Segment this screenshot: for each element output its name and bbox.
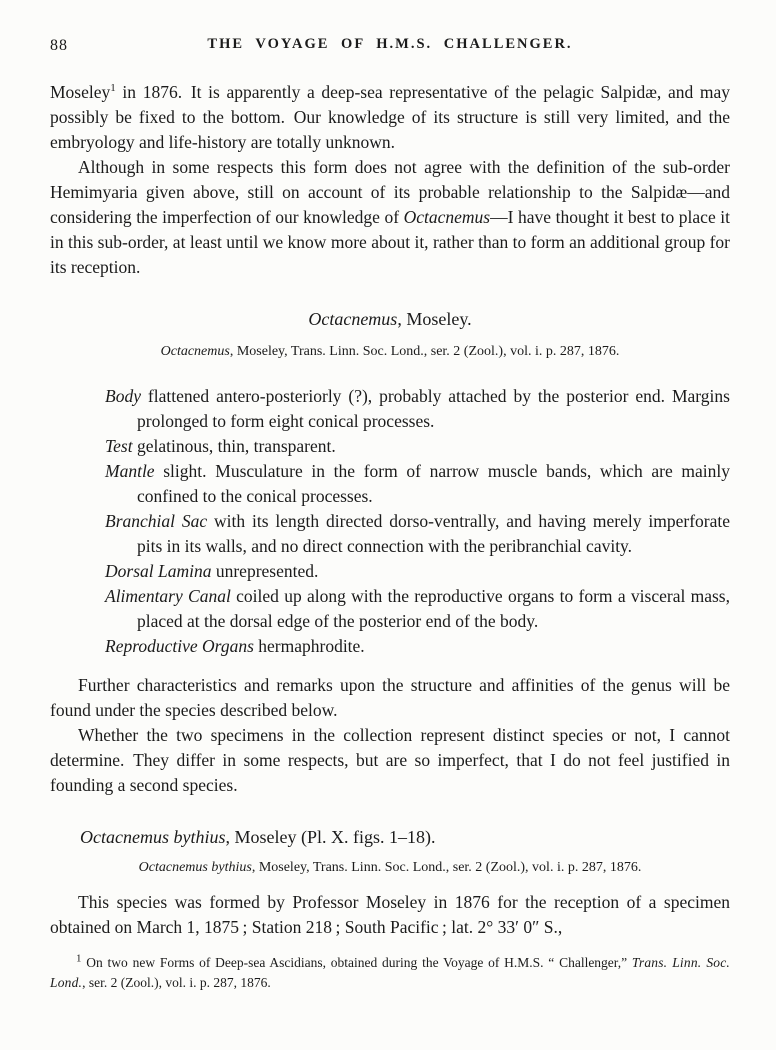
footnote-marker: 1 <box>76 952 82 965</box>
diagnosis-term: Dorsal Lamina <box>105 561 212 581</box>
running-title: THE VOYAGE OF H.M.S. CHALLENGER. <box>207 36 573 52</box>
diagnosis-term: Alimentary Canal <box>105 586 231 606</box>
paragraph-remarks-2: Whether the two specimens in the collection represent distinct species or not, I cannot determine. They differ in some respects, but are so imperfect, that I do not feel justified in founding a second species. <box>50 725 730 795</box>
footnote-reference: 1 <box>110 82 116 95</box>
paragraph-species-1: This species was formed by Professor Moseley in 1876 for the reception of a specimen obtained on March 1, 1875 ; Station 218 ; South Pacific ; lat. 2° 33′ 0″ S., <box>50 892 730 937</box>
species-citation <box>50 859 730 877</box>
diagnosis-text: unrepresented. <box>211 561 319 581</box>
citation-text: , Moseley, Trans. Linn. Soc. Lond., ser. 2 (Zool.), vol. i. p. 287, 1876. <box>229 344 620 359</box>
citation-text: , Moseley, Trans. Linn. Soc. Lond., ser. 2 (Zool.), vol. i. p. 287, 1876. <box>251 860 642 875</box>
paragraph-intro-1 <box>50 80 730 155</box>
paragraph-remarks-1: Further characteristics and remarks upon the structure and affinities of the genus will be found under the species described below. <box>50 675 730 720</box>
paragraph-intro-2 <box>50 155 730 280</box>
diagnosis-text: hermaphrodite. <box>253 636 365 656</box>
species-heading <box>80 825 730 850</box>
text-segment: —I have thought it best to place it in this sub-order, at least until we know more about it, rather than to form an additional group for its reception. <box>50 207 730 277</box>
text-segment: Moseley <box>50 82 111 102</box>
diagnosis-item-body <box>105 384 730 434</box>
diagnosis-item-alimentary-canal <box>105 584 730 634</box>
page-header <box>50 36 730 56</box>
diagnosis-text: coiled up along with the reproductive organs to form a visceral mass, placed at the dorsal edge of the posterior end of the body. <box>137 586 730 631</box>
diagnosis-text: slight. Musculature in the form of narrow muscle bands, which are mainly confined to the conical processes. <box>137 461 730 506</box>
diagnosis-item-branchial-sac <box>105 509 730 559</box>
diagnosis-text: with its length directed dorso-ventrally, and having merely imperforate pits in its walls, and no direct connection with the peribranchial cavity. <box>137 511 731 556</box>
diagnosis-term: Body <box>105 386 141 406</box>
diagnosis-term: Test <box>105 436 133 456</box>
diagnosis-term: Reproductive Organs <box>105 636 254 656</box>
species-name-citation: Octacnemus bythius <box>138 860 252 875</box>
diagnosis-term: Branchial Sac <box>105 511 208 531</box>
diagnosis-text: flattened antero-posteriorly (?), probably attached by the posterior end. Margins prolonged to form eight conical processes. <box>137 386 730 431</box>
diagnosis-text: gelatinous, thin, transparent. <box>132 436 336 456</box>
diagnosis-item-reproductive-organs <box>105 634 730 659</box>
genus-author: , Moseley. <box>397 309 472 329</box>
diagnosis-item-mantle <box>105 459 730 509</box>
genus-citation <box>50 343 730 361</box>
diagnosis-item-test <box>105 434 730 459</box>
text-segment: in 1876. It is apparently a deep-sea representative of the pelagic Salpidæ, and may possibly be fixed to the bottom. Our knowledge of its structure is still very limited, and the embryology and life-history are totally unknown. <box>50 82 730 152</box>
footnote-journal: Trans. Linn. Soc. Lond. <box>50 955 731 990</box>
species-author: , Moseley (Pl. X. figs. 1–18). <box>225 827 436 847</box>
diagnosis-item-dorsal-lamina <box>105 559 730 584</box>
text-segment: Although in some respects this form does not agree with the definition of the sub-order Hemimyaria given above, still on account of its probable relationship to the Salpidæ—and considering the imperfection of our knowledge of <box>50 157 730 227</box>
footnote <box>50 953 730 993</box>
footnote-text: On two new Forms of Deep-sea Ascidians, obtained during the Voyage of H.M.S. “ Challenger,” <box>81 955 632 970</box>
genus-heading <box>50 307 730 332</box>
diagnosis-list <box>105 384 730 659</box>
genus-name-inline: Octacnemus <box>403 207 491 227</box>
page-number: 88 <box>50 37 68 54</box>
species-name: Octacnemus bythius <box>80 827 226 847</box>
footnote-text: , ser. 2 (Zool.), vol. i. p. 287, 1876. <box>82 975 271 990</box>
genus-name: Octacnemus <box>308 309 398 329</box>
diagnosis-term: Mantle <box>105 461 155 481</box>
genus-name-citation: Octacnemus <box>160 344 230 359</box>
